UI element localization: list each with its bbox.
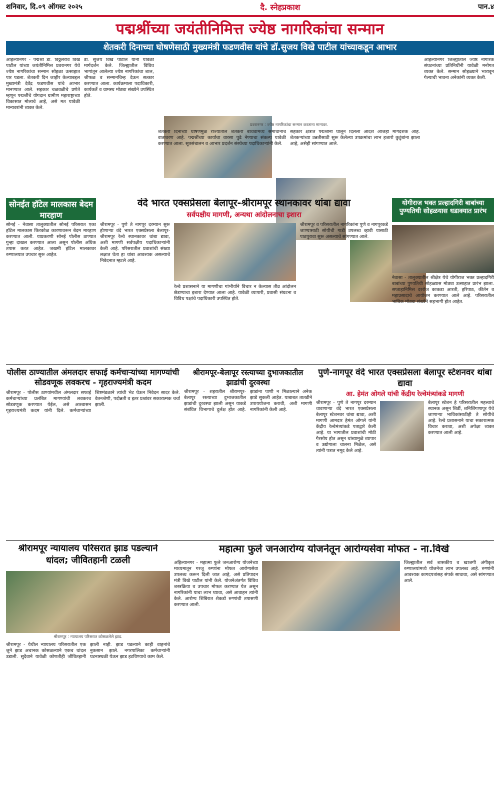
yogiraj-body: नेवासा - तालुक्यातील श्रीक्षेत्र येथे योगीराज भक्त प्रल्हादगिरी बाबांच्या पुण्यतिथी सोहळ्यास मोठ्या उत्साहात प्रारंभ झाला. सप्ताहानिमित्त दररोज काकडा आरती, हरिपाठ, कीर्तन व महाप्रसादाचे आयोजन करण्यात आले आहे. परिसरातील भाविक मोठ्या संख्येने सहभागी होत आहेत.	[392, 276, 494, 305]
train-col-3: श्रीरामपूर व परिसरातील नागरिकांना पुणे व नागपूरकडे जाण्यासाठी सोयीची गाडी उपलब्ध व्हावी यासाठी पाठपुरावा सुरू असल्याचे सांगण्यात आले.	[300, 223, 388, 240]
section-divider-2	[6, 540, 494, 541]
section-divider-1	[6, 364, 494, 365]
police-headline: पोलीस ठाण्यातील अंमलदार सफाई कर्मचाऱ्यांच्या मागण्यांची सोडवणूक लवकरच - गृहराज्यमंत्री कदम	[6, 368, 180, 387]
hotel-story	[6, 198, 96, 360]
train-col-1: श्रीरामपूर - पुणे ते नागपूर दरम्यान सुरू होणाऱ्या वंदे भारत एक्सप्रेसला बेलापूर-श्रीरामपूर रेल्वे स्थानकावर थांबा द्यावा, अशी मागणी सर्वपक्षीय पदाधिकाऱ्यांनी केली आहे. परिसरातील प्रवाशांची संख्या लक्षात घेता हा थांबा आवश्यक असल्याचे निवेदनात म्हटले आहे.	[100, 223, 170, 264]
pune-story	[316, 368, 494, 536]
yogiraj-photo	[392, 225, 494, 273]
fallen-tree-photo	[6, 571, 170, 633]
road-body: श्रीरामपूर - शहरातील श्रीरामपूर-बेलापूर रस्त्याच्या दुभाजकातील झाडांची दुरवस्था झाली असून याकडे संबंधित विभागाचे दुर्लक्ष होत आहे. झाडांना पाणी न मिळाल्याने अनेक झाडे सुकली आहेत. याबाबत तातडीने उपाययोजना करावी, अशी मागणी नागरिकांनी केली आहे.	[184, 390, 312, 413]
yogiraj-headline: योगीराज भक्त प्रल्हादगिरी बाबांच्या पुण्यतिथी सोहळयास धडाक्यात प्रारंभ	[392, 198, 494, 222]
newspaper-brand: दै. स्नेहप्रकाश	[260, 3, 301, 12]
pune-headline: पुणे-नागपूर वंदे भारत एक्सप्रेसला बेलापूर स्टेशनवर थांबा द्यावा	[318, 368, 492, 389]
court-headline: श्रीरामपूर न्यायालय परिसरात झाड पडल्याने धांदल; जीवितहानी टळली	[18, 544, 158, 566]
court-story	[6, 544, 170, 792]
yogiraj-story	[392, 198, 494, 360]
train-photo	[174, 223, 296, 281]
mla-portrait	[380, 401, 424, 451]
lead-col-4: सहकार क्षेत्रात पद्मश्रींनी घालून दिलेला आदर्श आजही मार्गदर्शक आहे. शेतकऱ्यांच्या उन्नतीसाठी सुरू केलेल्या उपक्रमांचा लाभ हजारो कुटुंबांना झाला आहे, असेही सांगण्यात आले.	[290, 130, 420, 147]
lead-col-5: अहिल्यानगर जिल्ह्यातील ज्येष्ठ नागरिक संघटनांच्या प्रतिनिधींनी यावेळी मनोगत व्यक्त केले. सन्मान सोहळ्याने भारावून गेल्याची भावना अनेकांनी व्यक्त केली.	[424, 58, 494, 81]
court-photo-caption: श्रीरामपूर : न्यायालय परिसरात कोसळलेले झाड.	[53, 634, 123, 639]
court-body: श्रीरामपूर - येथील न्यायालय परिसरातील एक जुने झाड अचानक कोसळल्याने एकच धांदल उडाली. सुदैवाने यावेळी कोणतीही जीवितहानी झाली नाही. झाड पडल्याने काही वाहनांचे नुकसान झाले. नगरपालिका कर्मचाऱ्यांनी घटनास्थळी येऊन झाड हटविण्याचे काम केले.	[6, 643, 170, 660]
train-headline: वंदे भारत एक्सप्रेसला बेलापूर-श्रीरामपूर स्थानकावर थांबा द्यावा	[137, 198, 351, 209]
train-subhead: सर्वपक्षीय मागणी, अन्यथा आंदोलनाचा इशारा	[186, 211, 302, 219]
road-story	[184, 368, 312, 536]
issue-date: शनिवार, दि.०९ ऑगस्ट २०२५	[6, 3, 83, 11]
lead-col-2: डॉ. सुजय विखे पाटील यांनी यावेळी मार्गदर्शन केले. जिल्ह्यातील विविध भागांतून आलेल्या ज्येष्ठ नागरिकांचा शाल, श्रीफळ व सन्मानचिन्ह देऊन सत्कार करण्यात आला. कार्यक्रमाला पदाधिकारी, कार्यकर्ते व ग्रामस्थ मोठ्या संख्येने उपस्थित होते.	[84, 58, 154, 99]
pune-subhead: आ. हेमंत ओगले यांची केंद्रीय रेल्वेमंत्र्यांकडे मागणी	[345, 390, 465, 398]
page-header	[6, 0, 494, 17]
pune-body: श्रीरामपूर - पुणे ते नागपूर दरम्यान धावणाऱ्या वंदे भारत एक्सप्रेसला बेलापूर स्टेशनवर थांबा द्यावा, अशी मागणी आमदार हेमंत ओगले यांनी केंद्रीय रेल्वेमंत्र्यांकडे पत्राद्वारे केली आहे. या भागातील प्रवाशांची मोठी गैरसोय होत असून थांब्यामुळे व्यापार व उद्योगाला चालना मिळेल, असे त्यांनी पत्रात नमूद केले आहे.	[316, 401, 376, 454]
health-side: जिल्ह्यातील सर्व शासकीय व खाजगी अंगीकृत रुग्णालयांमध्ये योजनेचा लाभ उपलब्ध आहे. रुग्णांनी आवश्यक कागदपत्रांसह संपर्क साधावा, असे सांगण्यात आले.	[404, 560, 494, 584]
page-number: पान.४	[478, 3, 494, 11]
health-story	[174, 544, 494, 792]
road-headline: श्रीरामपूर-बेलापूर रस्त्याच्या दुभाजकातील झाडांची दुरवस्था	[192, 368, 304, 387]
train-story	[100, 198, 388, 360]
lead-subhead: शेतकरी दिनाच्या घोषणेसाठी मुख्यमंत्री फडणवीस यांचे डॉ.सुजय विखे पाटील यांच्याकडून आभार	[6, 41, 494, 55]
health-body: अहिल्यानगर - महात्मा फुले जनआरोग्य योजनेच्या माध्यमातून गरजू रुग्णांना मोफत आरोग्यसेवा उपलब्ध करून दिली जात आहे, असे प्रतिपादन मंत्री विखे पाटील यांनी केले. योजनेअंतर्गत विविध शस्त्रक्रिया व उपचार मोफत करण्यात येत असून नागरिकांनी याचा लाभ घ्यावा, असे आवाहन त्यांनी केले. आरोग्य शिबिरात शेकडो रुग्णांची तपासणी करण्यात आली.	[174, 560, 258, 608]
lead-col-1: अहिल्यानगर - पद्मश्री डॉ. विठ्ठलराव विखे पाटील यांच्या जयंतीनिमित्त प्रवरानगर येथे ज्येष्ठ नागरिकांचा सन्मान सोहळा उत्साहात पार पडला. शेतकरी दिन जाहीर केल्याबद्दल मुख्यमंत्री देवेंद्र फडणवीस यांचे आभार मानण्यात आले. सहकार चळवळीचे प्रणेते म्हणून पद्मश्रींचे योगदान ग्रामीण महाराष्ट्राच्या विकासात मोलाचे आहे, असे मत यावेळी मान्यवरांनी व्यक्त केले.	[6, 58, 80, 111]
pune-side: बेलापूर स्टेशन हे परिसरातील महत्त्वाचे स्थानक असून शिर्डी, शनिशिंगणापूर येथे जाणाऱ्या भाविकांसाठीही ते सोयीचे आहे. रेल्वे प्रशासनाने याचा सकारात्मक विचार करावा, अशी अपेक्षा व्यक्त करण्यात आली आहे.	[428, 401, 494, 436]
train-col-2: रेल्वे प्रशासनाने या मागणीचा गांभीर्याने विचार न केल्यास तीव्र आंदोलन छेडण्याचा इशारा देण्यात आला आहे. यावेळी व्यापारी, प्रवासी संघटना व विविध पक्षांचे पदाधिकारी उपस्थित होते.	[174, 285, 296, 302]
hotel-body: सोनई - नेवासा तालुक्यातील सोनई परिसरात एका हॉटेल मालकास किरकोळ कारणावरून बेदम मारहाण करण्यात आली. याप्रकरणी सोनई पोलीस ठाण्यात गुन्हा दाखल करण्यात आला असून पोलीस अधिक तपास करत आहेत. जखमी हॉटेल मालकावर रुग्णालयात उपचार सुरू आहेत.	[6, 223, 96, 258]
lead-col-3: शेतकरी दिनाच्या घोषणेमुळे राज्यातील शेतकरी बांधवांमध्ये समाधानाचे वातावरण आहे. पद्मश्रींच्या कार्याचा वारसा पुढे नेण्याचा संकल्प यावेळी करण्यात आला. सूत्रसंचालन व आभार प्रदर्शन संस्थेच्या पदाधिकाऱ्यांनी केले.	[158, 130, 286, 147]
health-photo	[262, 561, 400, 631]
police-story	[6, 368, 180, 536]
lead-headline: पद्मश्रींच्या जयंतीनिमित्त ज्येष्ठ नागरिकांचा सन्मान	[115, 20, 385, 38]
health-headline: महात्मा फुले जनआरोग्य योजनेतून आरोग्यसेवा मोफत - ना.विखे	[218, 544, 450, 555]
lead-photo-caption: प्रवरानगर : ज्येष्ठ नागरिकांचा सन्मान करताना मान्यवर.	[249, 122, 329, 127]
police-body: श्रीरामपूर - पोलीस ठाण्यांमधील अंमलदार सफाई कर्मचाऱ्यांच्या प्रलंबित मागण्यांची लवकरच सोडवणूक करण्यात येईल, असे आश्वासन गृहराज्यमंत्री कदम यांनी दिले. कर्मचाऱ्यांच्या शिष्टमंडळाने त्यांची भेट घेऊन निवेदन सादर केले. वेतनश्रेणी, पदोन्नती व इतर प्रश्नांवर सकारात्मक चर्चा झाली.	[6, 391, 180, 414]
hotel-headline: सोनईत हॉटेल मालकास बेदम मारहाण	[6, 198, 96, 220]
